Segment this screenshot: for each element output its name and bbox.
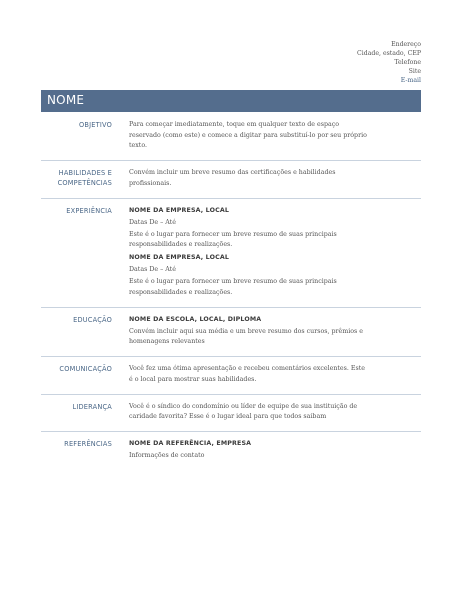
contact-info bbox=[357, 40, 421, 85]
job-dates[interactable]: Datas De – Até bbox=[129, 218, 176, 226]
objective-content bbox=[129, 120, 369, 153]
phone-text[interactable]: Telefone bbox=[394, 59, 421, 66]
site-text[interactable]: Site bbox=[408, 68, 421, 75]
section-communication bbox=[41, 357, 421, 395]
section-leadership bbox=[41, 395, 421, 433]
reference-contact[interactable]: Informações de contato bbox=[129, 452, 205, 459]
section-skills bbox=[41, 161, 421, 199]
communication-text[interactable]: Você fez uma ótima apresentação e recebeu comentários excelentes. Este é o local para mostrar suas habilidades. bbox=[129, 365, 365, 383]
address-text[interactable]: Endereço bbox=[391, 41, 421, 48]
skills-text[interactable]: Convém incluir um breve resumo das certificações e habilidades profissionais. bbox=[129, 169, 336, 187]
communication-content bbox=[129, 364, 369, 387]
name-heading[interactable]: NOME bbox=[47, 93, 85, 107]
job-dates[interactable]: Datas De – Até bbox=[129, 266, 176, 273]
references-label: REFERÊNCIAS bbox=[64, 440, 112, 448]
skills-label-line2: COMPETÊNCIAS bbox=[57, 179, 112, 187]
objective-label: OBJETIVO bbox=[79, 121, 112, 129]
skills-label bbox=[41, 168, 112, 191]
resume-sections bbox=[41, 113, 421, 470]
leadership-text[interactable]: Você é o síndico do condomínio ou líder de equipe de sua instituição de caridade favorita? Esse é o lugar ideal para que todos saibam bbox=[129, 402, 358, 420]
leadership-content bbox=[129, 402, 369, 425]
education-text[interactable]: Convém incluir aqui sua média e um breve resumo dos cursos, prêmios e homenagens relevantes bbox=[129, 327, 364, 345]
education-label: EDUCAÇÃO bbox=[73, 315, 112, 324]
job-company[interactable]: NOME DA EMPRESA, LOCAL bbox=[129, 206, 230, 214]
experience-content bbox=[129, 206, 369, 300]
section-education bbox=[41, 308, 421, 358]
section-objective bbox=[41, 113, 421, 161]
section-references bbox=[41, 432, 421, 470]
communication-label: COMUNICAÇÃO bbox=[59, 365, 112, 373]
education-content bbox=[129, 315, 369, 350]
leadership-label: LIDERANÇA bbox=[72, 402, 112, 411]
school-name[interactable]: NOME DA ESCOLA, LOCAL, DIPLOMA bbox=[129, 315, 262, 323]
skills-label-line1: HABILIDADES E bbox=[58, 169, 112, 177]
job-company[interactable]: NOME DA EMPRESA, LOCAL bbox=[129, 254, 230, 261]
reference-name[interactable]: NOME DA REFERÊNCIA, EMPRESA bbox=[129, 440, 252, 447]
objective-text[interactable]: Para começar imediatamente, toque em qualquer texto de espaço reservado (como este) e comece a digitar para substituí-lo por seu próprio texto. bbox=[129, 121, 367, 149]
section-experience bbox=[41, 199, 421, 308]
job-description[interactable]: Este é o lugar para fornecer um breve resumo de suas principais responsabilidades e realizações. bbox=[129, 278, 337, 296]
experience-label: EXPERIÊNCIA bbox=[66, 206, 112, 215]
city-state-zip-text[interactable]: Cidade, estado, CEP bbox=[357, 50, 421, 57]
skills-content bbox=[129, 168, 369, 191]
references-content bbox=[129, 439, 369, 463]
name-banner bbox=[41, 90, 421, 112]
job-description[interactable]: Este é o lugar para fornecer um breve resumo de suas principais responsabilidades e realizações. bbox=[129, 230, 337, 248]
email-text[interactable]: E-mail bbox=[400, 77, 421, 84]
